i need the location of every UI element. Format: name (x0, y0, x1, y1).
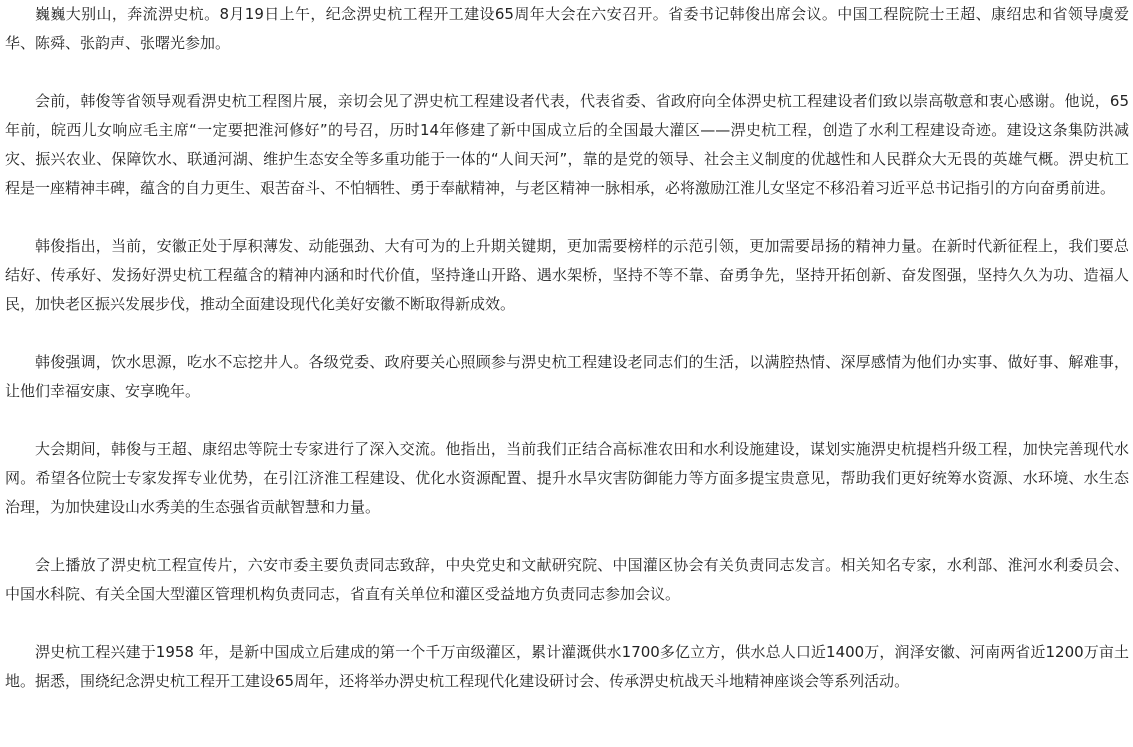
paragraph-han-jun-points-out: 韩俊指出，当前，安徽正处于厚积薄发、动能强劲、大有可为的上升期关键期，更加需要榜样的示范引领，更加需要昂扬的精神力量。在新时代新征程上，我们要总结好、传承好、发扬好淠史杭工程蕴含的精神内涵和时代价值，坚持逢山开路、遇水架桥，坚持不等不靠、奋勇争先，坚持开拓创新、奋发图强，坚持久久为功、造福人民，加快老区振兴发展步伐，推动全面建设现代化美好安徽不断取得新成效。 (5, 237, 1129, 313)
paragraph-project-background: 淠史杭工程兴建于1958 年，是新中国成立后建成的第一个千万亩级灌区，累计灌溉供水1700多亿立方，供水总人口近1400万，润泽安徽、河南两省近1200万亩土地。据悉，围绕纪念淠史杭工程开工建设65周年，还将举办淠史杭工程现代化建设研讨会、传承淠史杭战天斗地精神座谈会等系列活动。 (5, 643, 1129, 690)
paragraph-intro: 巍巍大别山，奔流淠史杭。8月19日上午，纪念淠史杭工程开工建设65周年大会在六安召开。省委书记韩俊出席会议。中国工程院院士王超、康绍忠和省领导虞爱华、陈舜、张韵声、张曙光参加。 (5, 5, 1129, 52)
article-body (5, 0, 1129, 696)
paragraph-pre-meeting: 会前，韩俊等省领导观看淠史杭工程图片展，亲切会见了淠史杭工程建设者代表，代表省委、省政府向全体淠史杭工程建设者们致以崇高敬意和衷心感谢。他说，65年前，皖西儿女响应毛主席“一定要把淮河修好”的号召，历时14年修建了新中国成立后的全国最大灌区——淠史杭工程，创造了水利工程建设奇迹。建设这条集防洪减灾、振兴农业、保障饮水、联通河湖、维护生态安全等多重功能于一体的“人间天河”，靠的是党的领导、社会主义制度的优越性和人民群众大无畏的英雄气概。淠史杭工程是一座精神丰碑，蕴含的自力更生、艰苦奋斗、不怕牺牲、勇于奉献精神，与老区精神一脉相承，必将激励江淮儿女坚定不移沿着习近平总书记指引的方向奋勇前进。 (5, 92, 1129, 197)
paragraph-expert-exchange: 大会期间，韩俊与王超、康绍忠等院士专家进行了深入交流。他指出，当前我们正结合高标准农田和水利设施建设，谋划实施淠史杭提档升级工程，加快完善现代水网。希望各位院士专家发挥专业优势，在引江济淮工程建设、优化水资源配置、提升水旱灾害防御能力等方面多提宝贵意见，帮助我们更好统筹水资源、水环境、水生态治理，为加快建设山水秀美的生态强省贡献智慧和力量。 (5, 440, 1129, 516)
paragraph-meeting-proceedings: 会上播放了淠史杭工程宣传片，六安市委主要负责同志致辞，中央党史和文献研究院、中国灌区协会有关负责同志发言。相关知名专家，水利部、淮河水利委员会、中国水科院、有关全国大型灌区管理机构负责同志，省直有关单位和灌区受益地方负责同志参加会议。 (5, 556, 1129, 603)
paragraph-han-jun-emphasizes: 韩俊强调，饮水思源，吃水不忘挖井人。各级党委、政府要关心照顾参与淠史杭工程建设老同志们的生活，以满腔热情、深厚感情为他们办实事、做好事、解难事，让他们幸福安康、安享晚年。 (5, 353, 1129, 400)
